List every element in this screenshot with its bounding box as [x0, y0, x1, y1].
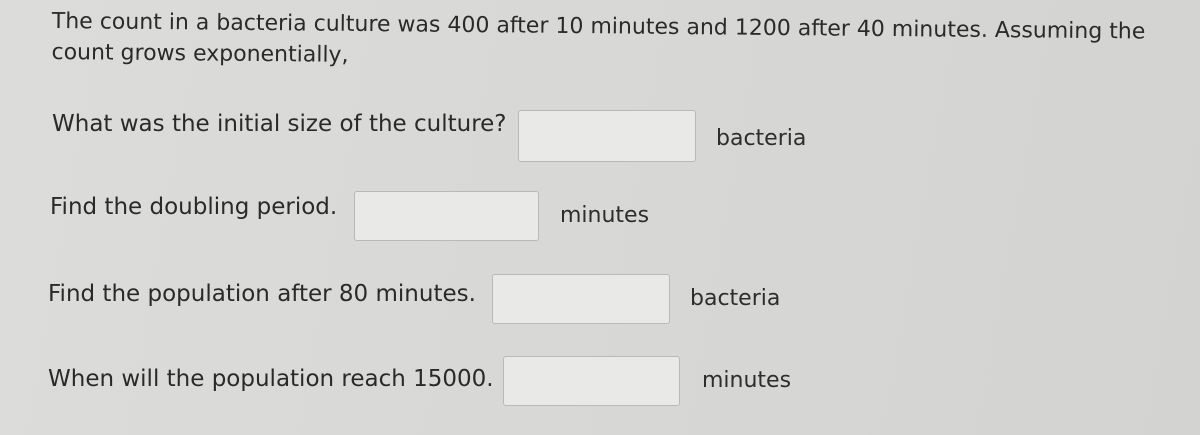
reach-15000-input[interactable]	[503, 356, 680, 406]
doubling-period-input[interactable]	[354, 191, 539, 241]
population-80-input[interactable]	[492, 274, 670, 324]
initial-size-unit: bacteria	[716, 126, 807, 151]
question-initial-size-label: What was the initial size of the culture?	[52, 111, 507, 137]
population-80-unit: bacteria	[690, 286, 781, 311]
question-population-80-label: Find the population after 80 minutes.	[48, 281, 476, 307]
reach-15000-unit: minutes	[702, 368, 792, 393]
question-reach-15000-label: When will the population reach 15000.	[48, 366, 494, 392]
question-doubling-period-label: Find the doubling period.	[50, 194, 338, 220]
initial-size-input[interactable]	[518, 110, 696, 162]
doubling-period-unit: minutes	[560, 203, 650, 228]
problem-prompt: The count in a bacteria culture was 400 after 10 minutes and 1200 after 40 minutes. Assuming the count grows exponentially,	[51, 8, 1146, 68]
